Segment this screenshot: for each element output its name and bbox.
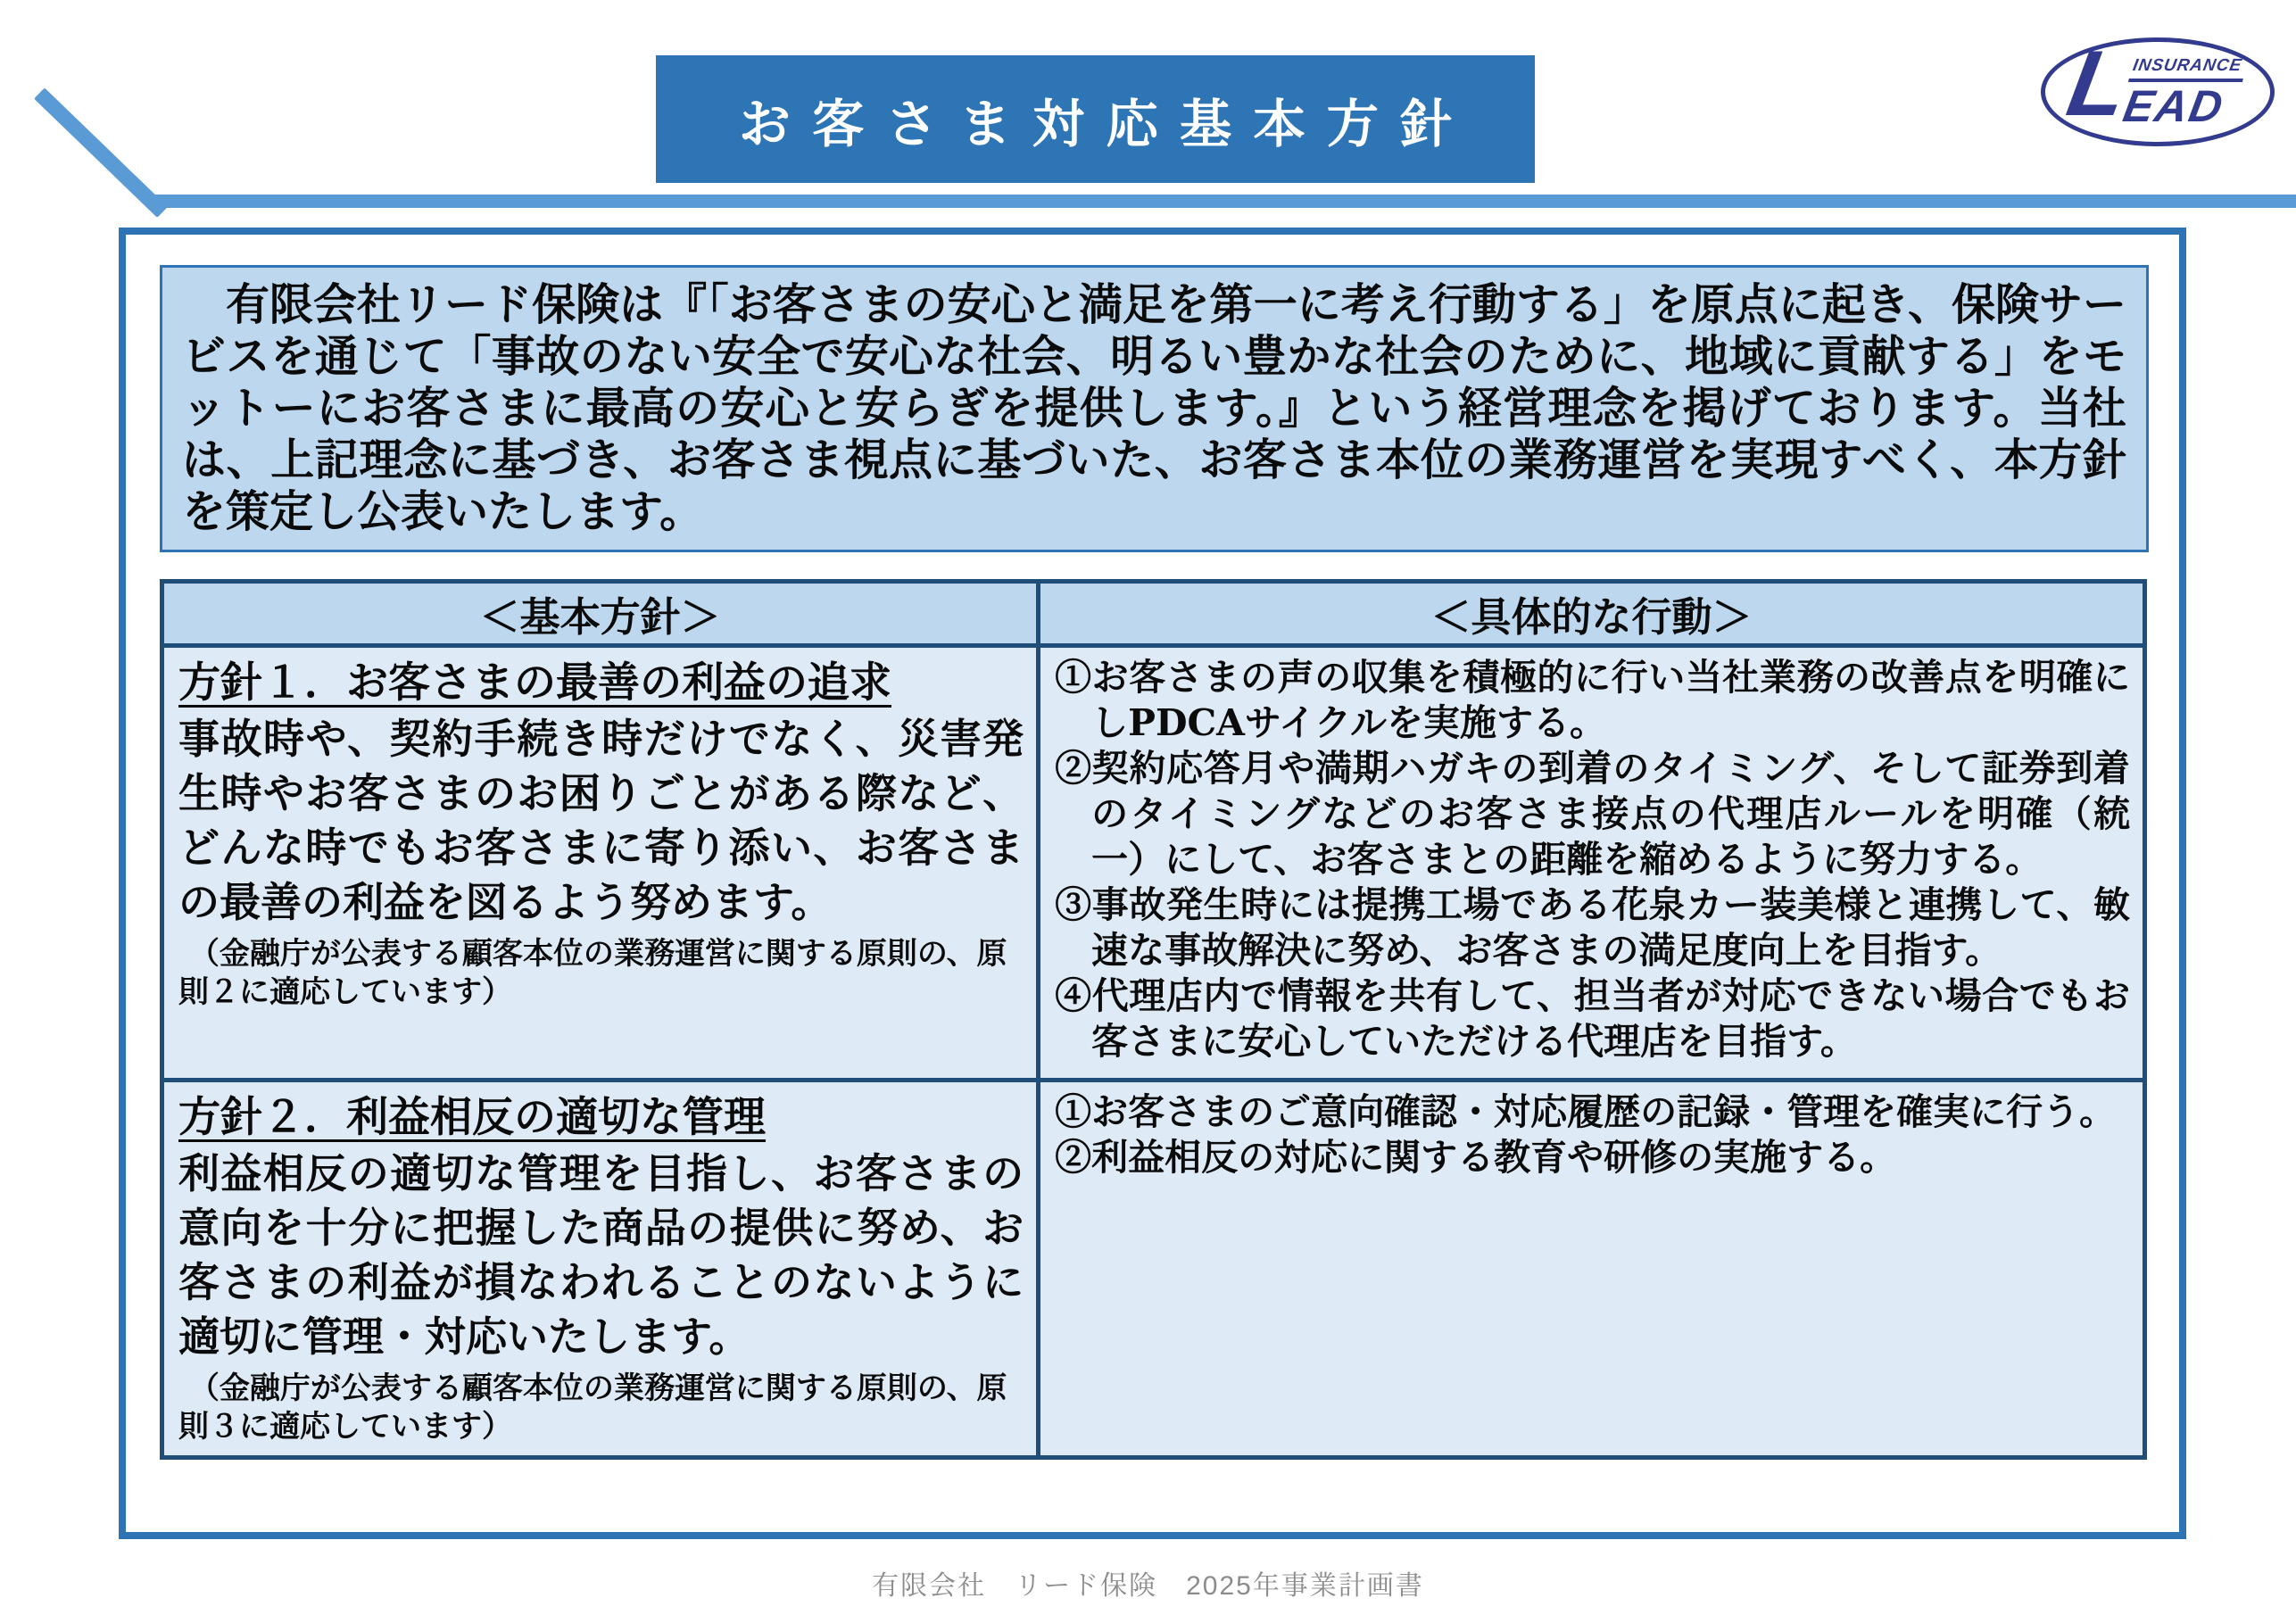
policy-table: [160, 579, 2147, 1460]
action-item: ④代理店内で情報を共有して、担当者が対応できない場合でもお客さまに安心していただける代理店を目指す。: [1055, 974, 2130, 1063]
action-item: ③事故発生時には提携工場である花泉カー装美様と連携して、敏速な事故解決に努め、お客さまの満足度向上を目指す。: [1055, 883, 2130, 972]
page-title-banner: [656, 55, 1535, 183]
action-item: ②契約応答月や満期ハガキの到着のタイミング、そして証券到着のタイミングなどのお客さま接点の代理店ルールを明確（統一）にして、お客さまとの距離を縮めるように努力する。: [1055, 747, 2130, 881]
action-item: ①お客さまのご意向確認・対応履歴の記録・管理を確実に行う。: [1055, 1090, 2117, 1133]
logo-wordmark: [2119, 55, 2247, 131]
corner-accent-line: [34, 87, 168, 218]
action-item: ②利益相反の対応に関する教育や研修の実施する。: [1055, 1136, 1897, 1179]
lead-insurance-logo: [2041, 32, 2275, 146]
top-accent-band: [153, 195, 2296, 208]
footer-text: 有限会社 リード保険 2025年事業計画書: [872, 1571, 1424, 1601]
logo-lead-text: EAD: [2119, 80, 2228, 131]
policy-1-body: 事故時や、契約手続き時だけでなく、災害発生時やお客さまのお困りごとがある際など、どんな時でもお客さまに寄り添い、お客さまの最善の利益を図るよう努めます。: [178, 715, 1024, 926]
policy-2-actions-cell: [1039, 1081, 2145, 1458]
policy-1-note: （金融庁が公表する顧客本位の業務運営に関する原則の、原則２に適応しています）: [178, 936, 1007, 1010]
table-row-policy-1: [162, 646, 2145, 1081]
policy-1-actions-cell: [1039, 646, 2145, 1081]
policy-2-body: 利益相反の適切な管理を目指し、お客さまの意向を十分に把握した商品の提供に努め、お客さまの利益が損なわれることのないように適切に管理・対応いたします。: [178, 1149, 1024, 1361]
column-header-basic-policy: ＜基本方針＞: [162, 582, 1039, 646]
logo-insurance-text: INSURANCE: [2128, 56, 2247, 82]
management-philosophy-box: [160, 265, 2149, 552]
logo-l-mark: L: [2060, 32, 2136, 137]
table-row-policy-2: [162, 1081, 2145, 1458]
policy-1-title: 方針１．お客さまの最善の利益の追求: [178, 658, 891, 708]
content-frame: [119, 228, 2186, 1539]
policy-2-note: （金融庁が公表する顧客本位の業務運営に関する原則の、原則３に適応しています）: [178, 1370, 1007, 1445]
policy-2-cell: [162, 1081, 1039, 1458]
policy-1-cell: [162, 646, 1039, 1081]
page-title: お客さま対応基本方針: [738, 93, 1474, 154]
management-philosophy-text: 有限会社リード保険は『「お客さまの安心と満足を第一に考え行動する」を原点に起き、保険サービスを通じて「事故のない安全で安心な社会、明るい豊かな社会のために、地域に貢献する」をモットーにお客さまに最高の安心と安らぎを提供します。』という経営理念を掲げております。当社は、上記理念に基づき、お客さま視点に基づいた、お客さま本位の業務運営を実現すべく、本方針を策定し公表いたします。: [182, 278, 2126, 537]
policy-2-title: 方針２．利益相反の適切な管理: [178, 1093, 766, 1142]
table-header-row: [162, 582, 2145, 646]
action-item: ①お客さまの声の収集を積極的に行い当社業務の改善点を明確にしPDCAサイクルを実施する。: [1055, 656, 2130, 744]
column-header-concrete-actions: ＜具体的な行動＞: [1039, 582, 2145, 646]
